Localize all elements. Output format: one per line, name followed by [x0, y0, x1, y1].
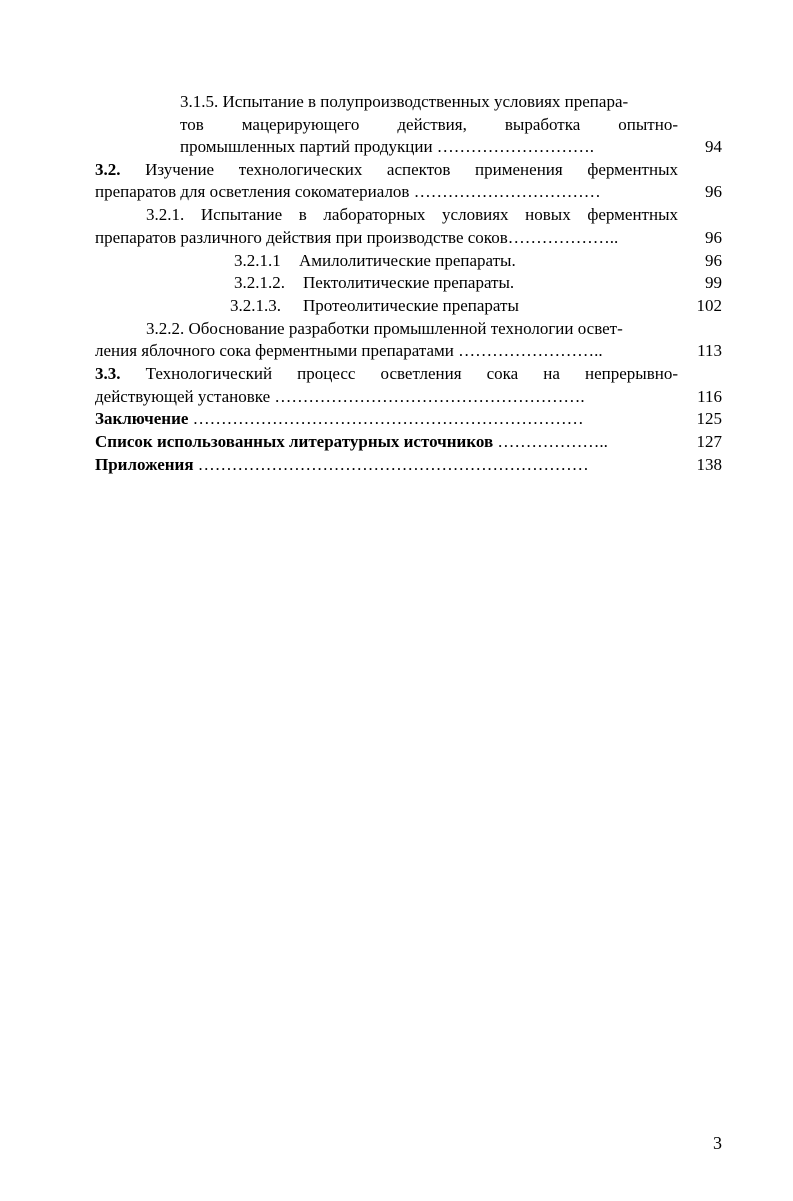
toc-entry-references-title: Список использованных литературных источников [95, 432, 494, 451]
toc-entry-3-3-line2: действующей установке ………………………………………………. [95, 387, 585, 406]
toc-entry-3-3-line1 [95, 364, 678, 384]
toc-entry-3-2-1-1-title: Амилолитические препараты. [299, 251, 516, 270]
toc-entry-3-2-2-line1: 3.2.2. Обоснование разработки промышленной технологии освет- [146, 319, 623, 338]
toc-entry-3-2-1-line1 [146, 205, 678, 225]
page-number: 3 [713, 1133, 722, 1153]
toc-entry-3-2-1-3-num: 3.2.1.3. [230, 296, 281, 315]
toc-entry-3-2-1-3-page: 102 [696, 296, 722, 315]
toc-entry-references [95, 432, 608, 452]
toc-entry-3-3-title: Технологический процесс осветления сока на непрерывно- [120, 364, 678, 383]
toc-entry-3-1-5-line1: 3.1.5. Испытание в полупроизводственных условиях препара- [180, 92, 629, 111]
toc-entry-3-3-num: 3.3. [95, 364, 121, 383]
toc-entry-conclusion-leader: …………………………………………………………… [188, 409, 584, 428]
toc-entry-appendices-leader: …………………………………………………………… [193, 455, 589, 474]
toc-entry-3-1-5-page: 94 [705, 137, 722, 156]
toc-entry-3-2-line1 [95, 160, 678, 180]
toc-entry-3-2-1-page: 96 [705, 228, 722, 247]
toc-entry-3-2-1-2-num: 3.2.1.2. [234, 273, 285, 292]
toc-entry-3-3-page: 116 [697, 387, 722, 406]
toc-entry-3-2-1-2-title: Пектолитические препараты. [303, 273, 515, 292]
toc-entry-3-1-5-line2-text: тов мацерирующего действия, выработка опытно- [180, 115, 678, 134]
toc-entry-conclusion [95, 409, 584, 429]
toc-entry-3-2-num: 3.2. [95, 160, 121, 179]
toc-entry-3-2-line2: препаратов для осветления сокоматериалов …………………………… [95, 182, 601, 201]
toc-entry-3-1-5-line2 [180, 115, 678, 135]
toc-entry-3-2-1-2-page: 99 [705, 273, 722, 292]
toc-entry-references-page: 127 [696, 432, 722, 451]
toc-entry-3-2-1-3-title: Протеолитические препараты [303, 296, 519, 315]
toc-entry-appendices-page: 138 [696, 455, 722, 474]
toc-entry-3-2-page: 96 [705, 182, 722, 201]
toc-entry-3-2-1-line1-text: 3.2.1. Испытание в лабораторных условиях новых ферментных [146, 205, 678, 224]
toc-entry-3-2-2-line2: ления яблочного сока ферментными препаратами …………………….. [95, 341, 603, 360]
toc-entry-3-2-1-1-num: 3.2.1.1 [234, 251, 281, 270]
toc-entry-3-2-title: Изучение технологических аспектов применения ферментных [120, 160, 678, 179]
toc-entry-appendices-title: Приложения [95, 455, 194, 474]
toc-entry-3-2-1-1-page: 96 [705, 251, 722, 270]
toc-entry-appendices [95, 455, 589, 475]
toc-entry-references-leader: ……………….. [493, 432, 608, 451]
toc-entry-3-1-5-line3: промышленных партий продукции ………………………. [180, 137, 595, 156]
toc-entry-conclusion-page: 125 [696, 409, 722, 428]
toc-entry-conclusion-title: Заключение [95, 409, 189, 428]
toc-entry-3-2-2-page: 113 [697, 341, 722, 360]
toc-entry-3-2-1-line2: препаратов различного действия при производстве соков……………….. [95, 228, 619, 247]
